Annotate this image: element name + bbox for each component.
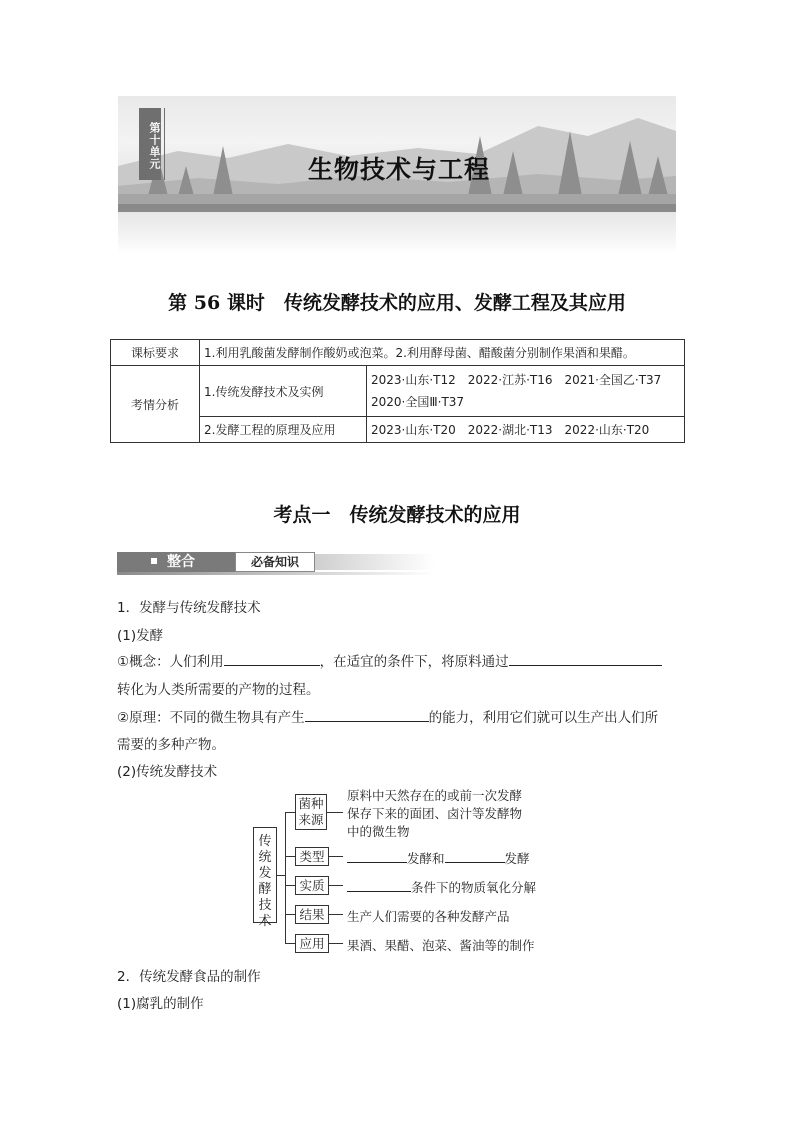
knowledge-bar-label-text: 整合 [167,554,195,570]
analysis-item-2-value: 2023·山东·T20 2022·湖北·T13 2022·山东·T20 [367,417,685,443]
diagram-connector [277,875,285,876]
diagram-branch-4 [285,914,295,915]
diagram-node-result: 结果 [295,905,329,924]
analysis-item-1-line-2: 2020·全国Ⅲ·T37 [371,395,465,409]
banner-shadow [118,212,676,254]
diagram-branch-3 [285,885,295,886]
concept-line [117,650,662,670]
unit-banner [118,96,676,254]
blank-metabolism[interactable] [509,652,662,667]
diagram-node-type: 类型 [295,847,329,866]
analysis-item-1-line-1: 2023·山东·T12 2022·江苏·T16 2021·全国乙·T37 [371,373,662,387]
knowledge-bar-underline [117,572,435,575]
subheading-furu: (1)腐乳的制作 [117,996,204,1012]
blank-type-1[interactable] [347,850,407,864]
diagram-node-application: 应用 [295,934,329,953]
blank-enzymes[interactable] [305,708,429,723]
blank-essence[interactable] [347,879,411,893]
concept-text-b: ，在适宜的条件下，将原料通过 [319,654,509,670]
analysis-item-1-value [367,366,685,417]
knowledge-bar-tag: 必备知识 [235,552,315,572]
principle-text-a: ②原理：不同的微生物具有产生 [117,710,305,726]
concept-text-a: ①概念：人们利用 [117,654,224,670]
diagram-node-essence: 实质 [295,876,329,895]
diagram-source-line-3: 中的微生物 [347,824,410,839]
lesson-title: 第 56 课时 传统发酵技术的应用、发酵工程及其应用 [168,292,626,314]
diagram-spine [285,812,286,943]
heading-2: 2．传统发酵食品的制作 [117,969,261,985]
diagram-type-mid: 发酵和 [407,851,445,866]
concept-line-2: 转化为人类所需要的产物的过程。 [117,682,320,698]
diagram-dash-5 [329,943,343,944]
analysis-item-1-label: 1.传统发酵技术及实例 [200,366,367,417]
diagram-branch-5 [285,943,295,944]
diagram-application-text: 果酒、果醋、泡菜、酱油等的制作 [347,938,535,953]
knowledge-bar [117,552,435,576]
diagram-dash-1 [327,812,343,813]
diagram-essence-text: 条件下的物质氧化分解 [411,880,537,895]
diagram-type-end: 发酵 [504,851,530,866]
diagram-node-source-label: 菌种来源 [298,796,324,827]
unit-title: 生物技术与工程 [308,155,491,184]
subheading-fermentation: (1)发酵 [117,628,164,644]
analysis-item-2-label: 2.发酵工程的原理及应用 [200,417,367,443]
diagram-root [253,827,277,929]
blank-microorganism[interactable] [224,652,320,667]
diagram-type-line [347,849,530,867]
requirements-table [110,339,685,443]
principle-line-2: 需要的多种产物。 [117,737,225,753]
diagram-source-line-2: 保存下来的面团、卤汁等发酵物 [347,806,523,821]
diagram-root-label: 传统发酵技术 [258,834,272,929]
analysis-label: 考情分析 [111,366,200,443]
unit-tag-divider [164,108,165,180]
diagram-result-text: 生产人们需要的各种发酵产品 [347,909,510,924]
principle-text-b: 的能力，利用它们就可以生产出人们所 [428,710,659,726]
subheading-traditional: (2)传统发酵技术 [117,764,218,780]
section-title: 考点一 传统发酵技术的应用 [273,504,521,526]
diagram-essence-line [347,878,536,896]
principle-line [117,706,658,726]
banner-landscape-image [118,96,676,212]
knowledge-bar-label [117,552,235,572]
unit-tag: 第十单元 [139,108,161,180]
blank-type-2[interactable] [445,850,505,864]
diagram-source-line-1: 原料中天然存在的或前一次发酵 [347,788,523,803]
heading-1: 1．发酵与传统发酵技术 [117,600,261,616]
diagram-dash-4 [329,914,343,915]
diagram-branch-1 [285,812,295,813]
curriculum-value: 1.利用乳酸菌发酵制作酸奶或泡菜。2.利用酵母菌、醋酸菌分别制作果酒和果醋。 [200,340,685,366]
knowledge-bar-fade [315,554,435,570]
diagram-dash-2 [329,856,343,857]
diagram-branch-2 [285,856,295,857]
curriculum-label: 课标要求 [111,340,200,366]
diagram-node-source [295,794,327,830]
square-bullet-icon [151,558,157,564]
diagram-dash-3 [329,885,343,886]
